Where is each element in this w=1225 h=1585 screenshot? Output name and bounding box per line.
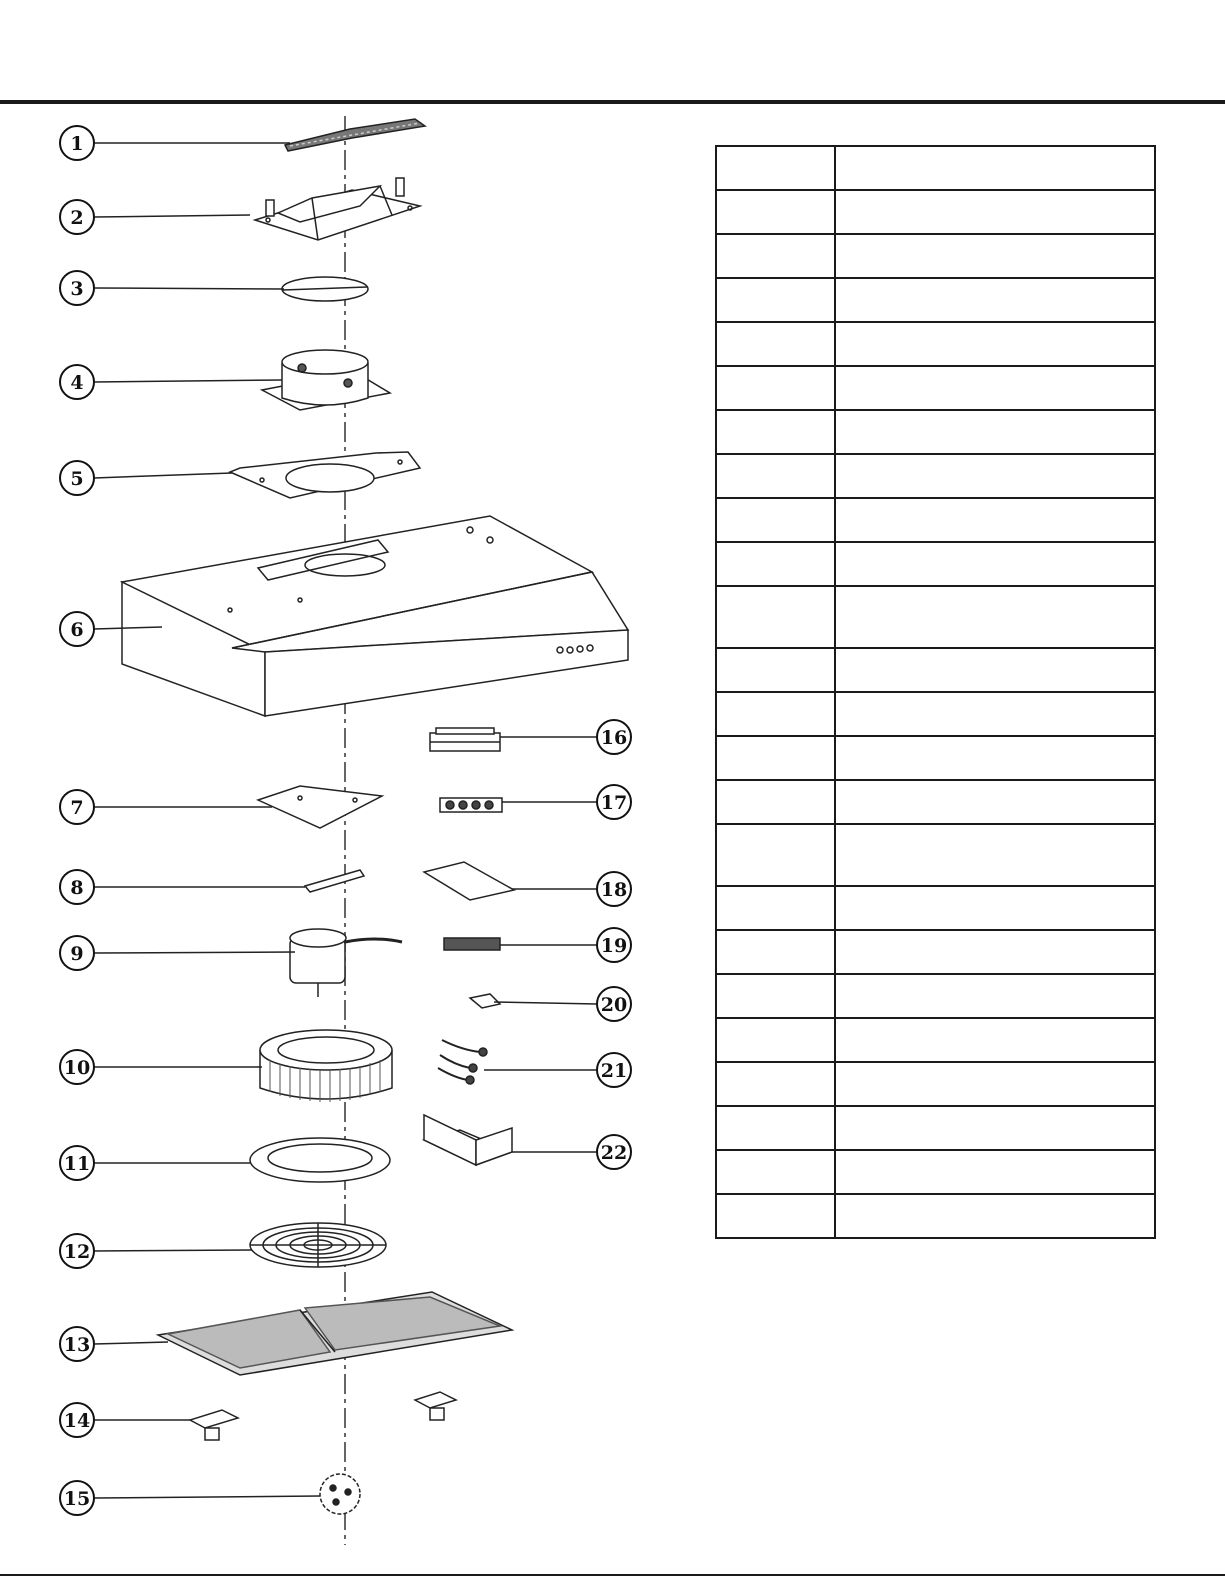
callout-16 [597, 720, 631, 754]
part-17-push-buttons [440, 798, 502, 812]
part-description-cell [835, 1062, 1155, 1106]
part-description-cell [835, 824, 1155, 886]
parts-list-table [715, 145, 1156, 1239]
part-description-cell [835, 234, 1155, 278]
part-description-cell [835, 886, 1155, 930]
callout-21 [597, 1053, 631, 1087]
parts-table-row [716, 278, 1155, 322]
parts-table-row [716, 498, 1155, 542]
part-description-cell [835, 1150, 1155, 1194]
part-11-mounting-ring [250, 1138, 390, 1182]
part-number-cell [716, 1018, 835, 1062]
callout-number: 11 [63, 1153, 91, 1175]
part-number-cell [716, 586, 835, 648]
part-description-cell [835, 586, 1155, 648]
part-description-cell [835, 498, 1155, 542]
part-10-blower-wheel [260, 1030, 392, 1102]
leader-4 [94, 380, 282, 382]
part-9-motor [290, 929, 402, 997]
part-18-control-board [424, 862, 514, 900]
part-description-cell [835, 322, 1155, 366]
part-number-cell [716, 410, 835, 454]
leader-15 [94, 1496, 320, 1498]
part-2-damper-housing [255, 178, 420, 240]
part-description-cell [835, 454, 1155, 498]
leader-3 [94, 288, 284, 289]
leader-2 [94, 215, 250, 217]
parts-table-row [716, 692, 1155, 736]
part-description-cell [835, 1018, 1155, 1062]
callout-20 [597, 987, 631, 1021]
part-number-cell [716, 542, 835, 586]
callout-number: 1 [70, 133, 84, 155]
callout-number: 9 [70, 943, 84, 965]
part-number-cell [716, 648, 835, 692]
part-description-cell [835, 366, 1155, 410]
parts-table-row [716, 736, 1155, 780]
part-number-cell [716, 736, 835, 780]
part-description-cell [835, 410, 1155, 454]
parts-table-row [716, 366, 1155, 410]
callout-number: 17 [600, 792, 628, 814]
parts-table-row [716, 322, 1155, 366]
parts-table-row [716, 234, 1155, 278]
part-number-cell [716, 1106, 835, 1150]
callout-11 [60, 1146, 94, 1180]
part-description-cell [835, 146, 1155, 190]
part-5-top-plate [230, 452, 420, 498]
callout-number: 18 [600, 879, 628, 901]
callout-17 [597, 785, 631, 819]
parts-table-row [716, 1194, 1155, 1238]
part-number-cell [716, 974, 835, 1018]
part-number-cell [716, 1062, 835, 1106]
callout-number: 3 [70, 278, 84, 300]
part-number-cell [716, 692, 835, 736]
callout-12 [60, 1234, 94, 1268]
callout-3 [60, 271, 94, 305]
parts-table-row [716, 586, 1155, 648]
callout-7 [60, 790, 94, 824]
callout-1 [60, 126, 94, 160]
part-8-strap [305, 870, 364, 892]
part-description-cell [835, 278, 1155, 322]
callout-number: 6 [70, 619, 84, 641]
callout-22 [597, 1135, 631, 1169]
part-description-cell [835, 974, 1155, 1018]
callout-number: 19 [600, 935, 628, 957]
part-6-hood-body [122, 516, 628, 716]
part-number-cell [716, 366, 835, 410]
callout-number: 4 [70, 372, 84, 394]
footer-rule [0, 1574, 1225, 1576]
leader-20 [494, 1002, 597, 1004]
callout-14 [60, 1403, 94, 1437]
parts-table-row [716, 146, 1155, 190]
part-description-cell [835, 1106, 1155, 1150]
part-number-cell [716, 886, 835, 930]
part-description-cell [835, 780, 1155, 824]
callout-4 [60, 365, 94, 399]
part-description-cell [835, 190, 1155, 234]
parts-table-row [716, 824, 1155, 886]
parts-table-row [716, 454, 1155, 498]
part-number-cell [716, 498, 835, 542]
part-description-cell [835, 648, 1155, 692]
callout-18 [597, 872, 631, 906]
callout-9 [60, 936, 94, 970]
callout-number: 14 [63, 1410, 91, 1432]
leader-5 [94, 473, 232, 478]
part-number-cell [716, 234, 835, 278]
exploded-parts-diagram [0, 106, 700, 1576]
parts-table-row [716, 648, 1155, 692]
part-description-cell [835, 1194, 1155, 1238]
part-number-cell [716, 322, 835, 366]
parts-table-row [716, 1062, 1155, 1106]
callout-number: 15 [63, 1488, 91, 1510]
parts-table-row [716, 190, 1155, 234]
leader-9 [94, 952, 295, 953]
callout-number: 13 [63, 1334, 91, 1356]
parts-table-row [716, 780, 1155, 824]
part-number-cell [716, 454, 835, 498]
parts-table-row [716, 886, 1155, 930]
parts-table-row [716, 542, 1155, 586]
callout-number: 10 [63, 1057, 91, 1079]
part-description-cell [835, 692, 1155, 736]
part-number-cell [716, 780, 835, 824]
part-1-filter-strip [285, 119, 425, 151]
part-19-terminal-block [444, 938, 500, 950]
callout-2 [60, 200, 94, 234]
leader-13 [94, 1342, 168, 1344]
callout-number: 5 [70, 468, 84, 490]
parts-table-row [716, 1150, 1155, 1194]
callout-10 [60, 1050, 94, 1084]
callout-number: 22 [600, 1142, 628, 1164]
part-number-cell [716, 930, 835, 974]
part-20-small-switch [470, 994, 500, 1008]
part-21-lamp-wires [438, 1040, 487, 1084]
part-number-cell [716, 146, 835, 190]
parts-table-row [716, 410, 1155, 454]
part-description-cell [835, 542, 1155, 586]
part-7-motor-bracket [258, 786, 382, 828]
parts-table-row [716, 1106, 1155, 1150]
part-12-fan-grille [250, 1223, 386, 1267]
part-3-damper-disc [282, 277, 368, 301]
part-number-cell [716, 190, 835, 234]
callout-15 [60, 1481, 94, 1515]
part-14-lamp-holders [190, 1392, 456, 1440]
header-rule [0, 100, 1225, 104]
parts-table-row [716, 974, 1155, 1018]
callout-number: 7 [70, 797, 84, 819]
callout-5 [60, 461, 94, 495]
part-number-cell [716, 278, 835, 322]
part-number-cell [716, 1194, 835, 1238]
callout-19 [597, 928, 631, 962]
callout-number: 16 [600, 727, 628, 749]
leader-12 [94, 1250, 252, 1251]
callout-number: 2 [70, 207, 84, 229]
part-16-switch-housing [430, 728, 500, 751]
callout-number: 20 [600, 994, 628, 1016]
parts-table-row [716, 1018, 1155, 1062]
part-number-cell [716, 1150, 835, 1194]
part-description-cell [835, 930, 1155, 974]
part-description-cell [835, 736, 1155, 780]
callout-number: 8 [70, 877, 84, 899]
callout-6 [60, 612, 94, 646]
callout-8 [60, 870, 94, 904]
callout-number: 12 [63, 1241, 91, 1263]
callout-13 [60, 1327, 94, 1361]
part-number-cell [716, 824, 835, 886]
part-13-grease-filters [158, 1292, 512, 1375]
part-15-junction-plate [320, 1474, 360, 1514]
parts-table-row [716, 930, 1155, 974]
part-22-wiring-box [424, 1115, 512, 1165]
callout-number: 21 [600, 1060, 628, 1082]
